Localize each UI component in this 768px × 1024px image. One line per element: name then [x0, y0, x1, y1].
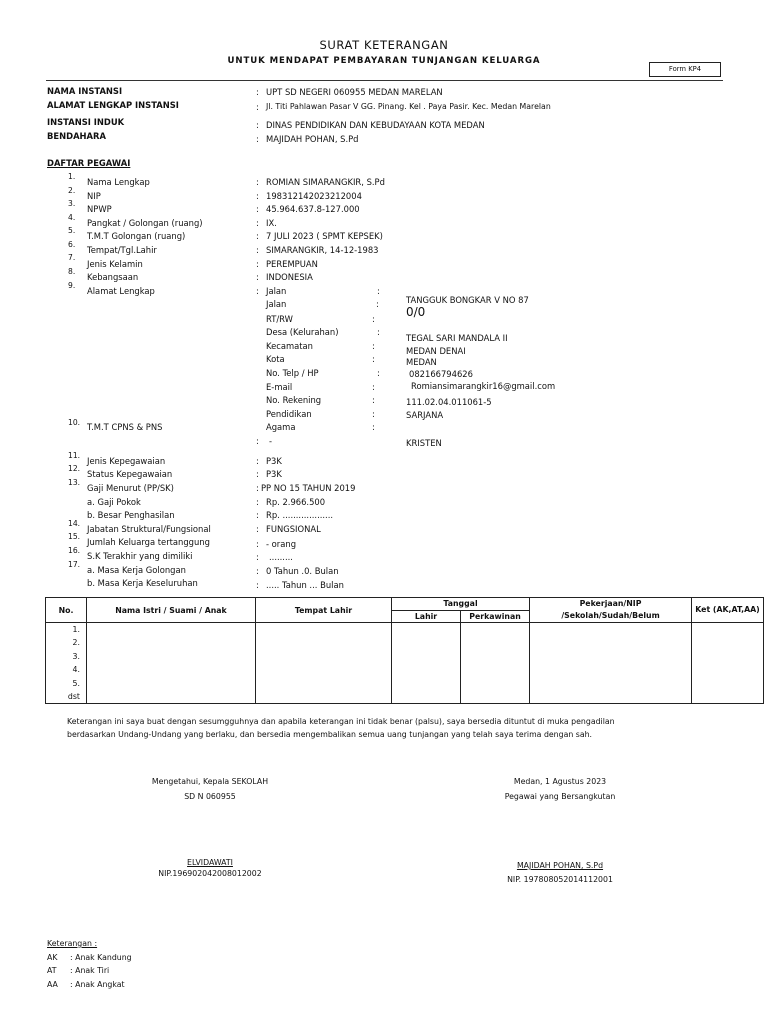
value-gaji-menurut: PP NO 15 TAHUN 2019 [261, 483, 356, 493]
colon: : [256, 456, 259, 466]
value-jalan: TANGGUK BONGKAR V NO 87 [406, 295, 529, 305]
colon: : [256, 497, 259, 507]
value-tempat-tgl-lahir: SIMARANGKIR, 14-12-1983 [266, 245, 379, 255]
colon: : [256, 510, 259, 520]
value-jabatan: FUNGSIONAL [266, 524, 321, 534]
left-sign-title: Mengetahui, Kepala SEKOLAH [151, 777, 269, 786]
daftar-pegawai-heading: DAFTAR PEGAWAI [47, 158, 131, 168]
ket-cell[interactable] [692, 623, 764, 704]
value-nama-instansi: UPT SD NEGERI 060955 MEDAN MARELAN [266, 87, 443, 97]
perkawinan-cell[interactable] [461, 623, 530, 704]
value-besar-penghasilan: Rp. ................... [266, 510, 334, 520]
label-pangkat: Pangkat / Golongan (ruang) [87, 218, 203, 228]
value-agama: KRISTEN [406, 438, 442, 448]
label-alamat-instansi: ALAMAT LENGKAP INSTANSI [47, 100, 179, 110]
legend-title: Keterangan : [47, 939, 98, 948]
table-row-number: 2. [72, 638, 80, 648]
label-jenis-kepegawaian: Jenis Kepegawaian [87, 456, 166, 466]
item-number: 8. [68, 267, 76, 276]
value-kebangsaan: INDONESIA [266, 272, 313, 282]
right-sign-nip: NIP. 197808052014112001 [507, 875, 613, 884]
value-status-kepegawaian: P3K [266, 469, 282, 479]
colon: : [372, 314, 375, 324]
header-lahir: Lahir [392, 610, 461, 623]
label-desa: Desa (Kelurahan) [266, 327, 339, 337]
label-jabatan: Jabatan Struktural/Fungsional [87, 524, 211, 534]
value-rekening: 111.02.04.011061-5 [406, 397, 492, 407]
colon: : [256, 524, 259, 534]
colon: : [256, 552, 259, 562]
label-kecamatan: Kecamatan [266, 341, 313, 351]
label-besar-penghasilan: b. Besar Penghasilan [87, 510, 175, 520]
colon: : [372, 422, 375, 432]
label-masa-kerja-keseluruhan: b. Masa Kerja Keseluruhan [87, 578, 198, 588]
label-gaji-pokok: a. Gaji Pokok [87, 497, 141, 507]
value-nip: 198312142023212004 [266, 191, 362, 201]
value-kecamatan: MEDAN DENAI [406, 346, 466, 356]
label-tempat-tgl-lahir: Tempat/Tgl.Lahir [87, 245, 157, 255]
label-bendahara: BENDAHARA [47, 131, 106, 141]
label-tmt-golongan: T.M.T Golongan (ruang) [87, 231, 186, 241]
colon: : [256, 580, 259, 590]
table-row-number: dst [67, 691, 80, 701]
value-alamat-instansi: Jl. Titi Pahlawan Pasar V GG. Pinang. Kel . Paya Pasir. Kec. Medan Marelan [266, 102, 551, 111]
colon: : [256, 245, 259, 255]
document-title: SURAT KETERANGAN [319, 38, 449, 52]
colon: : [372, 341, 375, 351]
lahir-cell[interactable] [392, 623, 461, 704]
label-rt-rw: RT/RW [266, 314, 293, 324]
statement-line-1: Keterangan ini saya buat dengan sesumgguhnya dan apabila keterangan ini tidak benar (palsu), saya bersedia dituntut di muka pengadilan [67, 717, 615, 726]
legend-code-at: AT [47, 966, 57, 975]
colon: : [256, 259, 259, 269]
item-number: 14. [68, 519, 81, 528]
label-nama-instansi: NAMA INSTANSI [47, 86, 123, 96]
document-subtitle: UNTUK MENDAPAT PEMBAYARAN TUNJANGAN KELUARGA [227, 56, 541, 66]
left-sign-school: SD N 060955 [184, 792, 236, 801]
legend-code-ak: AK [47, 953, 58, 962]
value-instansi-induk: DINAS PENDIDIKAN DAN KEBUDAYAAN KOTA MEDAN [266, 120, 485, 130]
value-alamat-lengkap: Jalan [266, 286, 287, 296]
tempat-lahir-cell[interactable] [256, 623, 392, 704]
colon: : [256, 469, 259, 479]
header-no: No. [46, 598, 87, 623]
header-nama: Nama Istri / Suami / Anak [87, 598, 256, 623]
header-ket: Ket (AK,AT,AA) [692, 598, 764, 623]
value-email: Romiansimarangkir16@gmail.com [411, 381, 556, 391]
label-sk-terakhir: S.K Terakhir yang dimiliki [87, 551, 193, 561]
colon: : [256, 231, 259, 241]
nama-cell[interactable] [87, 623, 256, 704]
value-jenis-kepegawaian: P3K [266, 456, 282, 466]
table-row-number: 1. [72, 625, 80, 634]
value-kota: MEDAN [406, 357, 437, 367]
colon: : [256, 191, 259, 201]
colon: : [376, 299, 379, 309]
label-jenis-kelamin: Jenis Kelamin [87, 259, 143, 269]
item-number: 16. [68, 546, 81, 555]
colon: : [256, 120, 259, 130]
item-number: 11. [68, 451, 81, 460]
item-number: 5. [68, 226, 76, 235]
item-number: 3. [68, 199, 76, 208]
label-email: E-mail [266, 382, 293, 392]
label-pendidikan: Pendidikan [266, 409, 312, 419]
colon: : [256, 483, 259, 493]
header-pekerjaan: Pekerjaan/NIP /Sekolah/Sudah/Belum [530, 598, 692, 623]
table-row-number: 3. [72, 651, 80, 661]
colon: : [256, 539, 259, 549]
header-tanggal: Tanggal [392, 598, 530, 611]
label-nama-lengkap: Nama Lengkap [87, 177, 150, 187]
value-sk-terakhir: ......... [269, 552, 293, 562]
legend-text-aa: : Anak Angkat [70, 980, 125, 989]
form-code-box: Form KP4 [649, 62, 721, 77]
label-tmt-cpns: T.M.T CPNS & PNS [87, 422, 163, 432]
header-perkawinan: Perkawinan [461, 610, 530, 623]
colon: : [256, 87, 259, 97]
right-sign-name: MAJIDAH POHAN, S.Pd [516, 861, 604, 870]
value-gaji-pokok: Rp. 2.966.500 [266, 497, 326, 507]
value-pangkat: IX. [266, 218, 277, 228]
colon: : [372, 395, 375, 405]
colon: : [256, 134, 259, 144]
item-number: 2. [68, 186, 76, 195]
label-jalan: Jalan [266, 299, 287, 309]
label-jumlah-keluarga: Jumlah Keluarga tertanggung [87, 537, 210, 547]
label-nip: NIP [87, 191, 101, 201]
label-gaji-menurut: Gaji Menurut (PP/SK) [87, 483, 174, 493]
value-masa-kerja-keseluruhan: ..... Tahun ... Bulan [266, 580, 344, 590]
value-npwp: 45.964.637.8-127.000 [266, 204, 360, 214]
colon: : [256, 566, 259, 576]
item-number: 1. [68, 172, 76, 181]
left-sign-nip: NIP.196902042008012002 [158, 869, 262, 878]
pekerjaan-cell[interactable] [530, 623, 692, 704]
colon: : [372, 354, 375, 364]
label-npwp: NPWP [87, 204, 112, 214]
right-sign-date: Medan, 1 Agustus 2023 [513, 777, 607, 786]
header-divider [46, 80, 723, 81]
legend-text-at: : Anak Tiri [70, 966, 110, 975]
table-row-number: 5. [72, 678, 80, 688]
colon: : [377, 327, 380, 337]
label-telp: No. Telp / HP [266, 368, 319, 378]
item-number: 10. [68, 418, 81, 427]
colon: : [256, 272, 259, 282]
item-number: 9. [68, 281, 76, 290]
label-agama: Agama [266, 422, 296, 432]
colon: : [256, 286, 259, 296]
colon: : [256, 177, 259, 187]
item-number: 4. [68, 213, 76, 222]
colon: : [256, 218, 259, 228]
value-tmt-golongan: 7 JULI 2023 ( SPMT KEPSEK) [266, 231, 383, 241]
value-jenis-kelamin: PEREMPUAN [266, 259, 318, 269]
value-telp: 082166794626 [409, 369, 473, 379]
colon: : [377, 286, 380, 296]
label-rekening: No. Rekening [266, 395, 322, 405]
item-number: 6. [68, 240, 76, 249]
label-kota: Kota [266, 354, 285, 364]
value-pendidikan: SARJANA [406, 410, 444, 420]
colon: : [372, 382, 375, 392]
family-table [45, 597, 764, 704]
label-kebangsaan: Kebangsaan [87, 272, 139, 282]
statement-line-2: berdasarkan Undang-Undang yang berlaku, dan bersedia mengembalikan semua uang tunjangan yang telah saya terima dengan sah. [67, 730, 593, 739]
value-bendahara: MAJIDAH POHAN, S.Pd [266, 134, 359, 144]
item-number: 13. [68, 478, 81, 487]
colon: : [256, 436, 259, 446]
item-number: 17. [68, 560, 81, 569]
colon: : [256, 204, 259, 214]
legend-code-aa: AA [47, 980, 58, 989]
table-row-number: 4. [72, 665, 80, 675]
item-number: 7. [68, 253, 76, 262]
colon: : [377, 368, 380, 378]
item-number: 15. [68, 532, 81, 541]
value-masa-kerja-golongan: 0 Tahun .0. Bulan [266, 566, 339, 576]
value-rt-rw: 0/0 [406, 305, 426, 319]
label-status-kepegawaian: Status Kepegawaian [87, 469, 173, 479]
colon: : [372, 409, 375, 419]
header-tempat-lahir: Tempat Lahir [256, 598, 392, 623]
right-sign-title: Pegawai yang Bersangkutan [504, 792, 616, 801]
label-masa-kerja-golongan: a. Masa Kerja Golongan [87, 565, 186, 575]
left-sign-name: ELVIDAWATI [187, 858, 233, 867]
legend-text-ak: : Anak Kandung [70, 953, 132, 962]
label-alamat-lengkap: Alamat Lengkap [87, 286, 155, 296]
value-desa: TEGAL SARI MANDALA II [406, 333, 508, 343]
value-tmt-cpns: - [269, 436, 273, 446]
label-instansi-induk: INSTANSI INDUK [47, 117, 125, 127]
value-jumlah-keluarga: - orang [266, 539, 297, 549]
value-nama-lengkap: ROMIAN SIMARANGKIR, S.Pd [266, 177, 385, 187]
colon: : [256, 102, 259, 112]
row-number-cell [46, 623, 87, 704]
item-number: 12. [68, 464, 81, 473]
